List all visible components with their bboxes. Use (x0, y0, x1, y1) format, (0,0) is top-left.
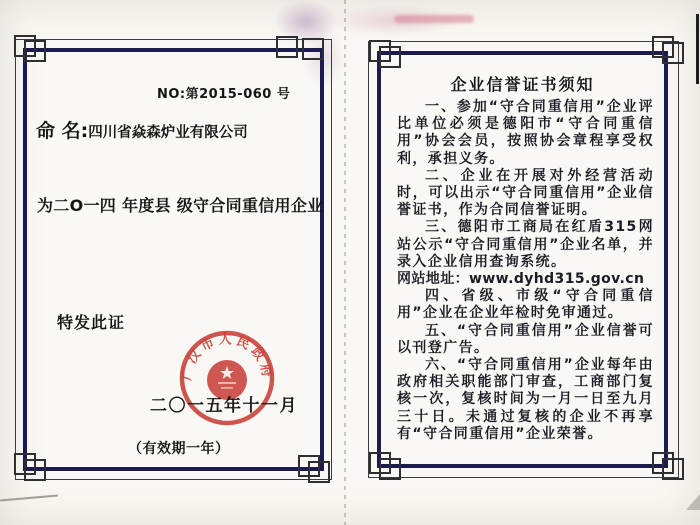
company-name: 四川省焱森炉业有限公司 (88, 125, 248, 141)
notice-item-5: 五、“守合同重信用”企业信誉可以刊登广告。 (397, 322, 654, 356)
corner-ornament (662, 42, 684, 64)
notice-item-3: 三、德阳市工商局在红盾315网站公示“守合同重信用”企业名单，并录入企业信用查询系统。 (397, 219, 654, 270)
seal-ring-text: 广汉市人民政府 (179, 332, 275, 382)
corner-ornament (276, 36, 298, 58)
notice-item-1: 一、参加“守合同重信用”企业评比单位必须是德阳市“守合同重信用”协会会员，按照协会章程享受权利，承担义务。 (397, 99, 654, 167)
notice-title: 企业信誉证书须知 (450, 75, 595, 94)
website-address: 网站地址：www.dyhd315.gov.cn (397, 271, 645, 288)
certificate-serial-number: NO:第2015-060 号 (157, 87, 291, 102)
center-fold-line (344, 0, 346, 525)
stain (394, 15, 474, 23)
notice-item-6: 六、“守合同重信用”企业每年由政府相关职能部门审查，工商部门复核一次，复核时间为一月一日至九月三十日。未通过复核的企业不再享有“守合同重信用”企业荣誉。 (397, 357, 654, 442)
issue-statement: 特发此证 (57, 313, 126, 332)
corner-ornament (302, 38, 324, 60)
issue-date: 二〇一五年十一月 (150, 396, 298, 416)
notice-body (397, 99, 654, 443)
company-name-line (36, 116, 248, 143)
paper-corner-shadow (686, 494, 700, 510)
corner-ornament (379, 458, 401, 480)
name-label: 命 名: (36, 120, 89, 142)
edge-mark (696, 14, 699, 84)
paper-edge (0, 494, 58, 501)
notice-item-2: 二、企业在开展对外经营活动时，可以出示“守合同重信用”企业信誉证书，作为合同信誉证明。 (397, 167, 654, 219)
validity-period: （有效期一年） (128, 441, 230, 457)
award-title-line: 为二O一四 年度县 级守合同重信用企业 (37, 196, 324, 215)
corner-ornament (308, 461, 330, 483)
corner-ornament (24, 459, 46, 481)
corner-ornament (662, 458, 684, 480)
corner-ornament (379, 46, 401, 68)
corner-ornament (24, 40, 46, 62)
notice-item-4: 四、省级、市级“守合同重信用”企业在企业年检时免审通过。 (397, 288, 654, 322)
